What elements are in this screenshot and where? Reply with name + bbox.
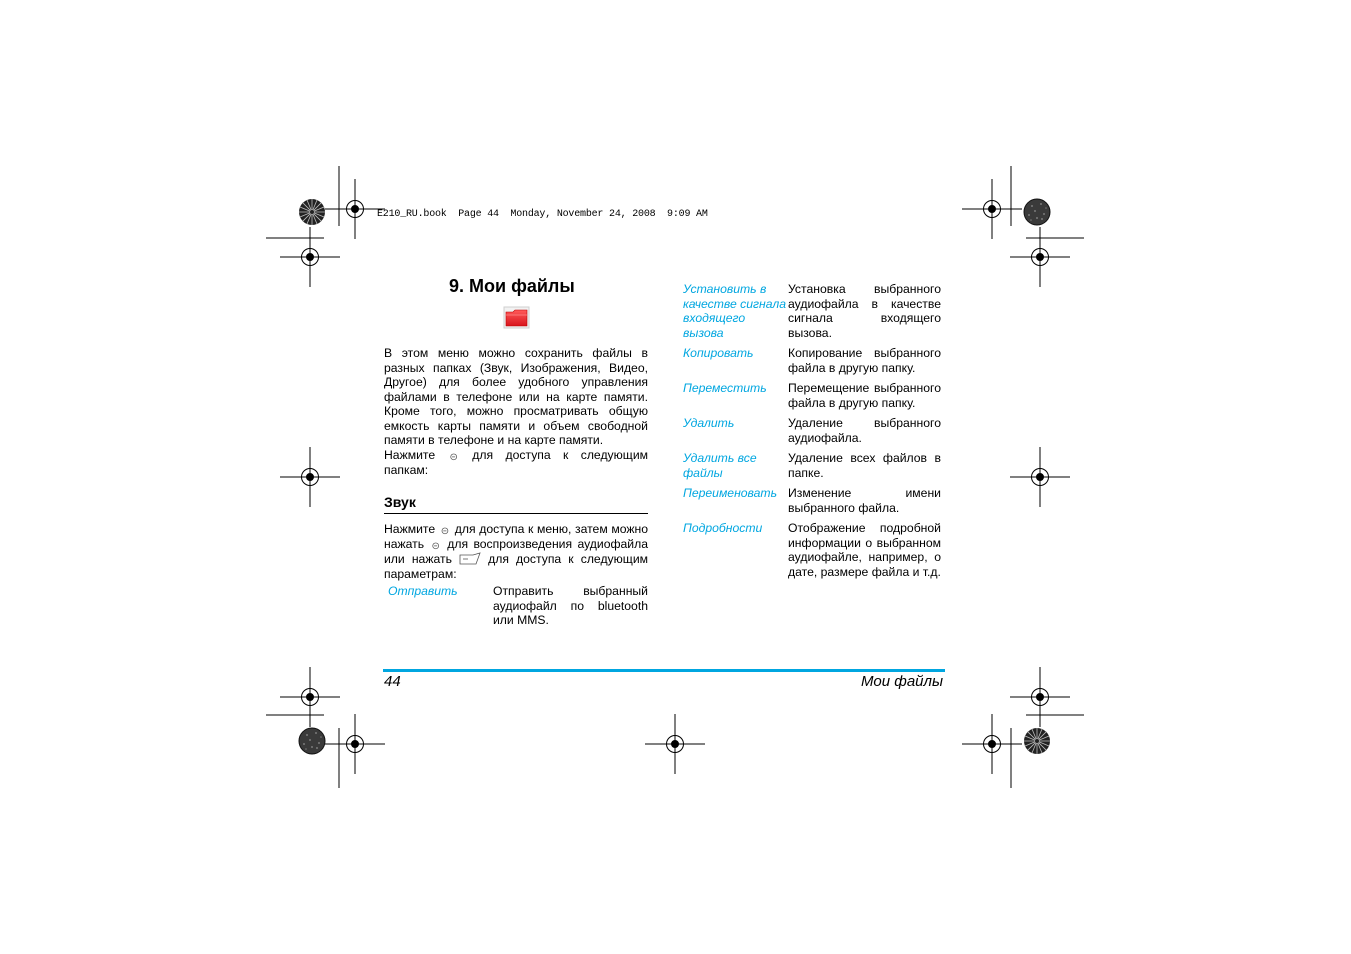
option-desc-delete-all: Удаление всех файлов в папке. [788,451,941,480]
option-name-rename: Переименовать [683,486,777,500]
crop-mark-bottom-left [266,667,385,788]
ok-key-icon: ⊝ [440,526,450,537]
option-row [683,381,941,410]
option-row [683,451,941,480]
option-row [683,486,941,515]
intro-press-line: Нажмите ⊝ для доступа к следующим папкам: [384,447,649,477]
option-desc-rename: Изменение имени выбранного файла. [788,486,941,515]
registration-mark-left-mid [280,447,340,507]
option-name-delete: Удалить [683,416,735,430]
registration-mark-right-mid [1010,447,1070,507]
option-row [683,282,941,340]
option-name-move: Переместить [683,381,767,395]
ok-key-icon: ⊝ [449,451,458,463]
chapter-title: 9. Мои файлы [449,276,575,296]
option-row [683,346,941,375]
section-heading-sound: Звук [384,494,648,514]
crop-mark-top-right [962,166,1084,287]
option-desc-send: Отправить выбранный аудиофайл по bluetooth или MMS. [493,584,648,627]
option-desc-move: Перемещение выбранного файла в другую папку. [788,381,941,410]
option-desc-delete: Удаление выбранного аудиофайла. [788,416,941,445]
page-number: 44 [384,673,401,690]
option-desc-copy: Копирование выбранного файла в другую папку. [788,346,941,375]
sound-instructions: Нажмите ⊝ для доступа к меню, затем можно нажать ⊝ для воспроизведения аудиофайла или нажать для доступа к следующим параметрам: [384,522,649,581]
option-desc-set-ringtone: Установка выбранного аудиофайла в качестве сигнала входящего вызова. [788,282,941,340]
crop-mark-top-left [266,166,385,287]
option-name-set-ringtone: Установить в качестве сигнала входящего вызова [683,282,787,340]
option-name-send: Отправить [388,584,458,598]
print-slug: E210_RU.book Page 44 Monday, November 24, 2008 9:09 AM [377,209,708,220]
left-column [384,346,648,628]
folder-icon [503,306,530,329]
option-name-copy: Копировать [683,346,754,360]
crop-mark-bottom-right [962,667,1084,788]
registration-mark-bottom-center [645,714,705,774]
intro-paragraph: В этом меню можно сохранить файлы в разных папках (Звук, Изображения, Видео, Другое) для более удобного управления файлами в телефоне или на карте памяти. Кроме того, можно просматривать общую емкость карты памяти и объем свободной памяти в телефоне и на карте памяти. [384,346,648,447]
ok-key-icon: ⊝ [431,541,440,552]
option-desc-details: Отображение подробной информации о выбранном аудиофайле, например, о дате, размере файла и т.д. [788,521,941,579]
option-name-details: Подробности [683,521,763,535]
option-row [683,521,941,579]
right-column [683,282,941,579]
left-softkey-icon [459,552,481,565]
option-row [384,584,648,628]
option-name-delete-all: Удалить все файлы [683,451,757,480]
footer-section-title: Мои файлы [860,673,943,690]
option-row [683,416,941,445]
footer-rule [383,669,945,672]
